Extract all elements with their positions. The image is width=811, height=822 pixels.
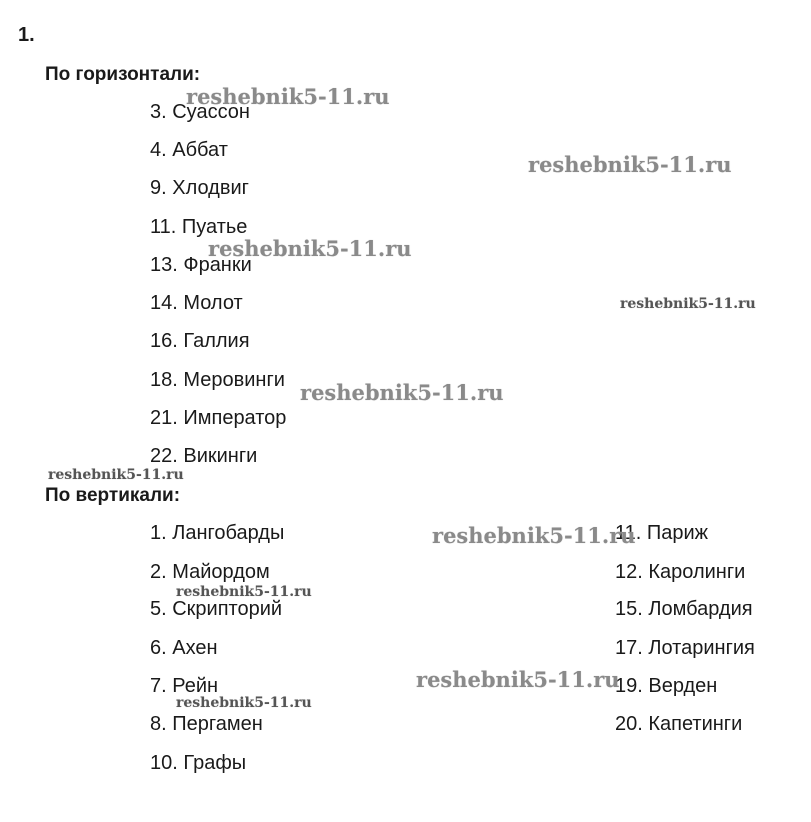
vertical-item-right: 12. Каролинги <box>615 561 746 583</box>
horizontal-title: По горизонтали: <box>45 64 201 85</box>
watermark: reshebnik5-11.ru <box>620 296 756 312</box>
horizontal-item: 9. Хлодвиг <box>150 177 249 199</box>
watermark: reshebnik5-11.ru <box>208 236 412 261</box>
vertical-item-right: 17. Лотарингия <box>615 637 755 659</box>
horizontal-item: 21. Император <box>150 407 287 429</box>
vertical-item-left: 5. Скрипторий <box>150 598 283 620</box>
watermark: reshebnik5-11.ru <box>186 84 390 109</box>
horizontal-item: 22. Викинги <box>150 445 258 467</box>
watermark: reshebnik5-11.ru <box>176 695 312 711</box>
vertical-item-left: 10. Графы <box>150 752 247 774</box>
horizontal-item: 11. Пуатье <box>150 216 248 238</box>
horizontal-item: 18. Меровинги <box>150 369 285 391</box>
horizontal-item: 4. Аббат <box>150 139 228 161</box>
watermark: reshebnik5-11.ru <box>432 523 636 548</box>
vertical-title: По вертикали: <box>45 485 181 506</box>
task-number: 1. <box>18 24 35 46</box>
horizontal-item: 3. Суассон <box>150 101 250 123</box>
watermark: reshebnik5-11.ru <box>416 667 620 692</box>
watermark: reshebnik5-11.ru <box>48 467 184 483</box>
vertical-item-left: 6. Ахен <box>150 637 218 659</box>
vertical-item-left: 8. Пергамен <box>150 713 263 735</box>
vertical-item-left: 2. Майордом <box>150 561 270 583</box>
horizontal-item: 16. Галлия <box>150 330 250 352</box>
horizontal-item: 14. Молот <box>150 292 243 314</box>
vertical-item-left: 7. Рейн <box>150 675 219 697</box>
vertical-item-right: 11. Париж <box>615 522 709 544</box>
vertical-item-right: 15. Ломбардия <box>615 598 753 620</box>
vertical-item-right: 19. Верден <box>615 675 718 697</box>
vertical-item-right: 20. Капетинги <box>615 713 743 735</box>
vertical-item-left: 1. Лангобарды <box>150 522 285 544</box>
horizontal-item: 13. Франки <box>150 254 252 276</box>
watermark: reshebnik5-11.ru <box>176 584 312 600</box>
watermark: reshebnik5-11.ru <box>528 152 732 177</box>
watermark: reshebnik5-11.ru <box>300 380 504 405</box>
